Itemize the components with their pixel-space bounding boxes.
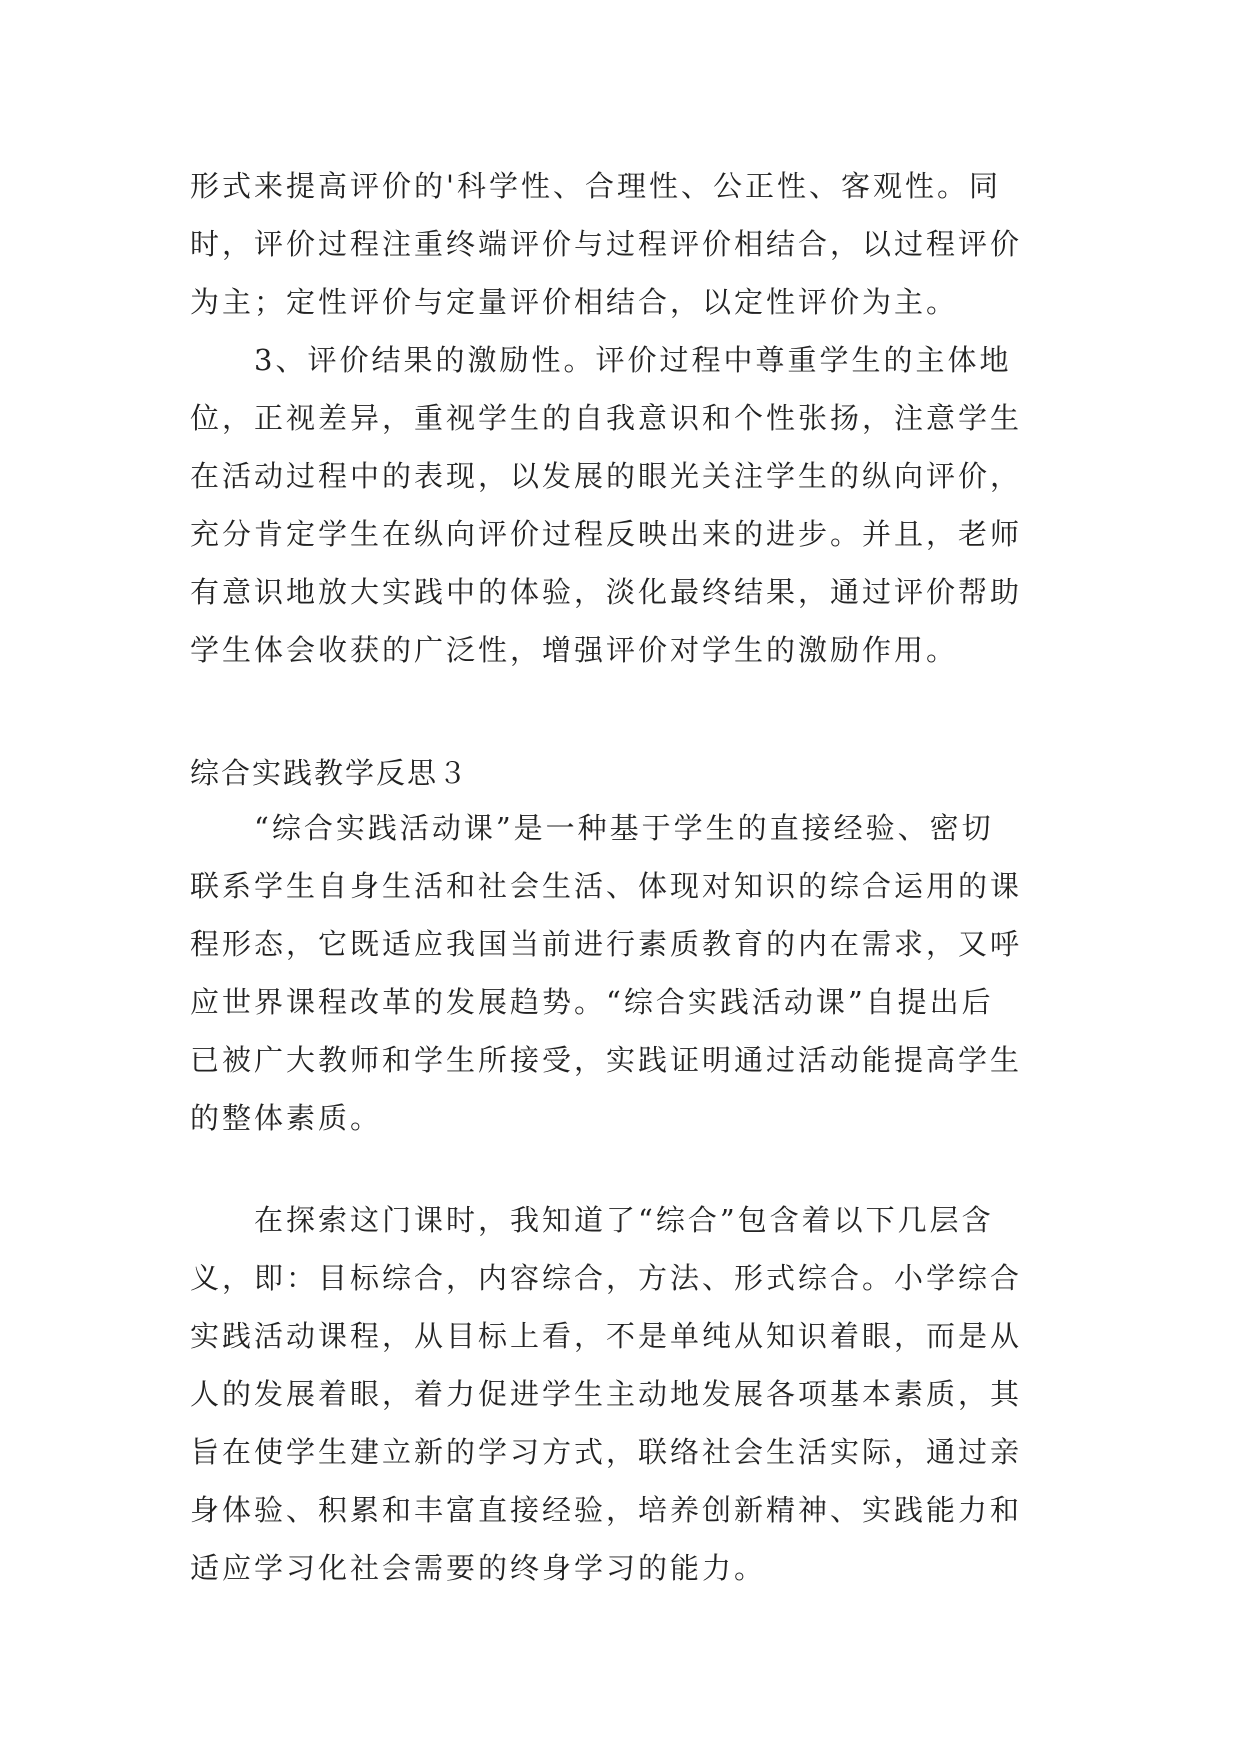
paragraph-line: 3、评价结果的激励性。评价过程中尊重学生的主体地 xyxy=(254,343,1012,377)
paragraph-line: 人的发展着眼，着力促进学生主动地发展各项基本素质，其 xyxy=(190,1377,1023,1411)
paragraph-line: 充分肯定学生在纵向评价过程反映出来的进步。并且，老师 xyxy=(190,517,1023,551)
paragraph-line: 在探索这门课时，我知道了“综合”包含着以下几层含 xyxy=(254,1203,994,1237)
explore-paragraph xyxy=(190,1191,1050,1597)
paragraph-line: 义，即：目标综合，内容综合，方法、形式综合。小学综合 xyxy=(190,1261,1023,1295)
continuation-paragraph xyxy=(190,157,1050,679)
paragraph-line: 已被广大教师和学生所接受，实践证明通过活动能提高学生 xyxy=(190,1043,1023,1077)
paragraph-line: 时，评价过程注重终端评价与过程评价相结合，以过程评价 xyxy=(190,227,1023,261)
paragraph-line: 位，正视差异，重视学生的自我意识和个性张扬，注意学生 xyxy=(190,401,1023,435)
paragraph-line: 的整体素质。 xyxy=(190,1101,383,1135)
paragraph-line: 身体验、积累和丰富直接经验，培养创新精神、实践能力和 xyxy=(190,1493,1023,1527)
paragraph-line: 学生体会收获的广泛性，增强评价对学生的激励作用。 xyxy=(190,633,959,667)
paragraph-line: 适应学习化社会需要的终身学习的能力。 xyxy=(190,1551,767,1585)
paragraph-line: 为主；定性评价与定量评价相结合，以定性评价为主。 xyxy=(190,285,959,319)
paragraph-line: 在活动过程中的表现，以发展的眼光关注学生的纵向评价， xyxy=(190,459,1023,493)
paragraph-line: 实践活动课程，从目标上看，不是单纯从知识着眼，而是从 xyxy=(190,1319,1023,1353)
paragraph-line: 应世界课程改革的发展趋势。“综合实践活动课”自提出后 xyxy=(190,985,994,1019)
paragraph-line: 联系学生自身生活和社会生活、体现对知识的综合运用的课 xyxy=(190,869,1023,903)
paragraph-line: 有意识地放大实践中的体验，淡化最终结果，通过评价帮助 xyxy=(190,575,1023,609)
paragraph-line: 程形态，它既适应我国当前进行素质教育的内在需求，又呼 xyxy=(190,927,1023,961)
intro-paragraph xyxy=(190,799,1050,1147)
paragraph-line: 形式来提高评价的'科学性、合理性、公正性、客观性。同 xyxy=(190,169,1001,203)
paragraph-line: 旨在使学生建立新的学习方式，联络社会生活实际，通过亲 xyxy=(190,1435,1023,1469)
section-heading: 综合实践教学反思３ xyxy=(190,756,470,790)
paragraph-line: “综合实践活动课”是一种基于学生的直接经验、密切 xyxy=(254,811,994,845)
